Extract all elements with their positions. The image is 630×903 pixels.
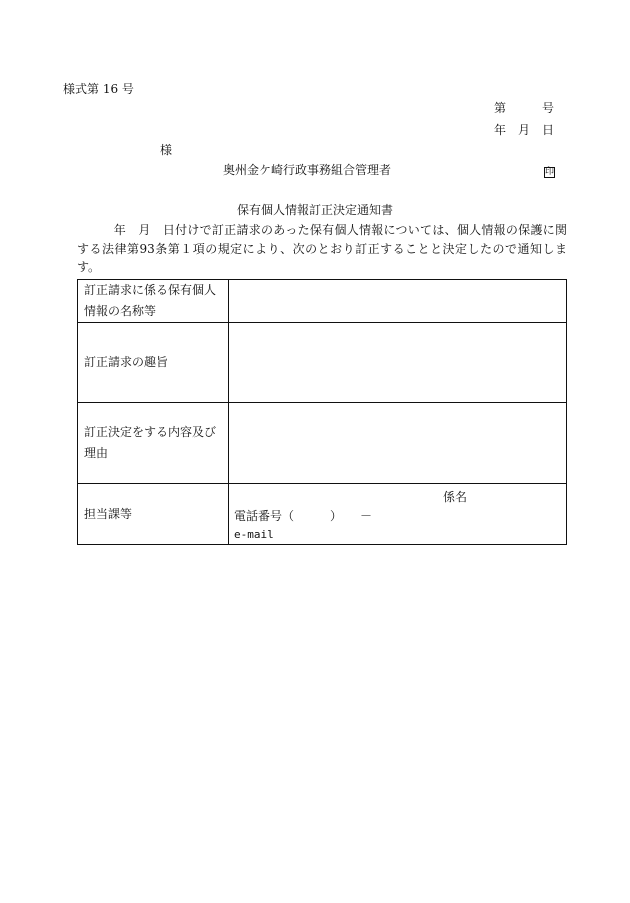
notice-body-date-prefix: 年 月: [77, 223, 163, 237]
table-row: [78, 323, 567, 403]
document-number: 第 号: [494, 101, 555, 115]
row-label-decision-reason: 訂正決定をする内容及び理由: [78, 403, 229, 484]
row-value-request-purpose: [229, 323, 567, 403]
contact-phone-label: 電話番号（ ） －: [234, 509, 373, 523]
notice-body: [77, 221, 567, 277]
sender-name: 奥州金ケ崎行政事務組合管理者: [223, 163, 392, 177]
decision-table: [77, 279, 567, 545]
seal-icon: 印: [545, 167, 555, 177]
contact-email-label: e-mail: [234, 528, 274, 541]
row-label-contact: 担当課等: [78, 484, 229, 545]
form-number: 様式第 16 号: [63, 82, 134, 96]
table-row: [78, 280, 567, 323]
row-label-info-name: 訂正請求に係る保有個人情報の名称等: [78, 280, 229, 323]
row-value-decision-reason: [229, 403, 567, 484]
date-line: 年 月 日: [494, 123, 555, 137]
recipient-suffix: 様: [160, 143, 173, 157]
contact-cell: [229, 484, 567, 545]
contact-person-label: 係名: [443, 490, 468, 504]
notice-body-text: 日付けで訂正請求のあった保有個人情報については、個人情報の保護に関する法律第93条第１項の規定により、次のとおり訂正することと決定したので通知します。: [77, 223, 567, 274]
table-row: [78, 484, 567, 545]
table-row: [78, 403, 567, 484]
document-title: 保有個人情報訂正決定通知書: [236, 203, 393, 217]
row-value-info-name: [229, 280, 567, 323]
seal-mark: [544, 163, 555, 178]
row-label-request-purpose: 訂正請求の趣旨: [78, 323, 229, 403]
